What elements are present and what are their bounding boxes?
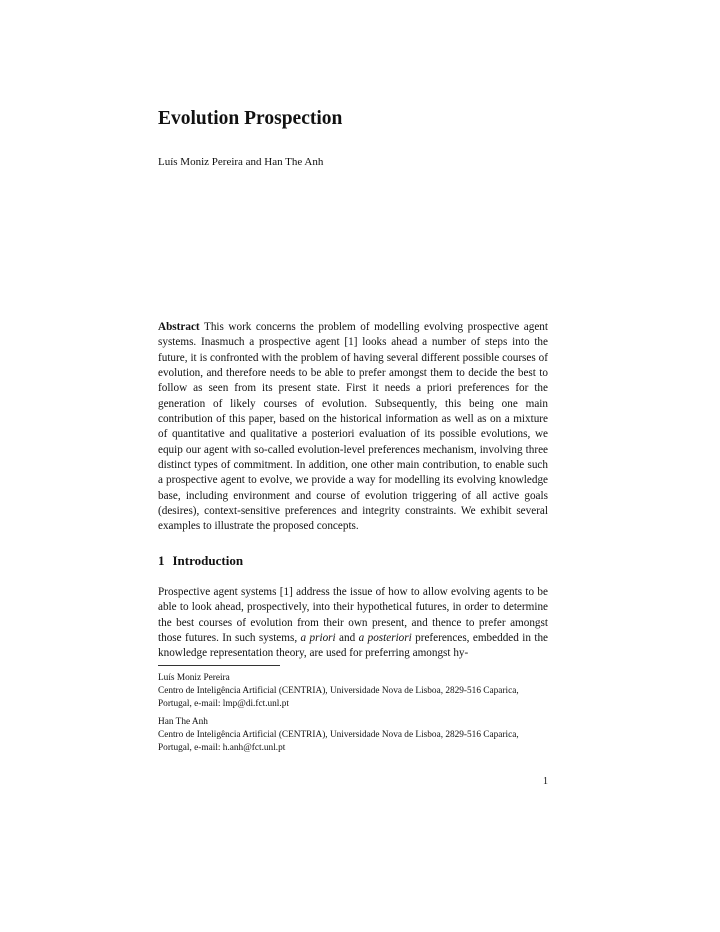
author-footnotes xyxy=(158,672,553,760)
abstract-text: This work concerns the problem of modelling evolving prospective agent systems. Inasmuch a prospective agent [1] looks ahead a number of steps into the future, it is confronted with the problem of having several different possible courses of evolution, and therefore needs to be able to prefer amongst them to decide the best to follow as seen from its present state. First it needs a priori preferences for the generation of likely courses of evolution. Subsequently, this being one main contribution of this paper, based on the historical information as well as on a mixture of quantitative and qualitative a posteriori evaluation of its possible evolutions, we equip our agent with so-called evolution-level preferences mechanism, involving three distinct types of commitment. In addition, one other main contribution, to enable such a prospective agent to evolve, we provide a way for modelling its evolving knowledge base, including environment and course of evolution triggering of all active goals (desires), context-sensitive preferences and integrity constraints. We exhibit several examples to illustrate the proposed concepts. xyxy=(158,321,548,533)
paper-title: Evolution Prospection xyxy=(158,108,343,129)
footnote-name: Han The Anh xyxy=(158,717,208,727)
section-heading xyxy=(158,553,243,569)
intro-emphasis-a-priori: a priori xyxy=(300,632,336,645)
section-number: 1 xyxy=(158,553,165,568)
footnote-author-1 xyxy=(158,672,553,711)
footnote-contact: Portugal, e-mail: h.anh@fct.unl.pt xyxy=(158,743,286,753)
intro-emphasis-a-posteriori: a posteriori xyxy=(358,632,412,645)
footnote-author-2 xyxy=(158,716,553,755)
abstract-label: Abstract xyxy=(158,321,200,333)
intro-text-2: and xyxy=(339,632,356,645)
section-title: Introduction xyxy=(172,553,244,568)
footnote-affiliation: Centro de Inteligência Artificial (CENTRIA), Universidade Nova de Lisboa, 2829-516 Caparica, xyxy=(158,730,519,740)
abstract xyxy=(158,320,548,535)
footnote-divider xyxy=(158,665,280,666)
intro-text-1: Prospective agent systems [1] address the issue of how to allow evolving agents to be able to look ahead, prospectively, into their hypothetical futures, in order to determine the best courses of evolution from their own present, and thence to prefer amongst those futures. In such systems, xyxy=(158,586,548,645)
footnote-name: Luís Moniz Pereira xyxy=(158,673,230,683)
intro-text-3: preferences, embedded in the knowledge representation theory, are used for preferring amongst hy- xyxy=(158,632,549,660)
footnote-affiliation: Centro de Inteligência Artificial (CENTRIA), Universidade Nova de Lisboa, 2829-516 Caparica, xyxy=(158,686,519,696)
introduction-paragraph xyxy=(158,585,548,662)
author-list: Luís Moniz Pereira and Han The Anh xyxy=(158,156,324,168)
footnote-contact: Portugal, e-mail: lmp@di.fct.unl.pt xyxy=(158,699,289,709)
page-number: 1 xyxy=(543,776,548,787)
